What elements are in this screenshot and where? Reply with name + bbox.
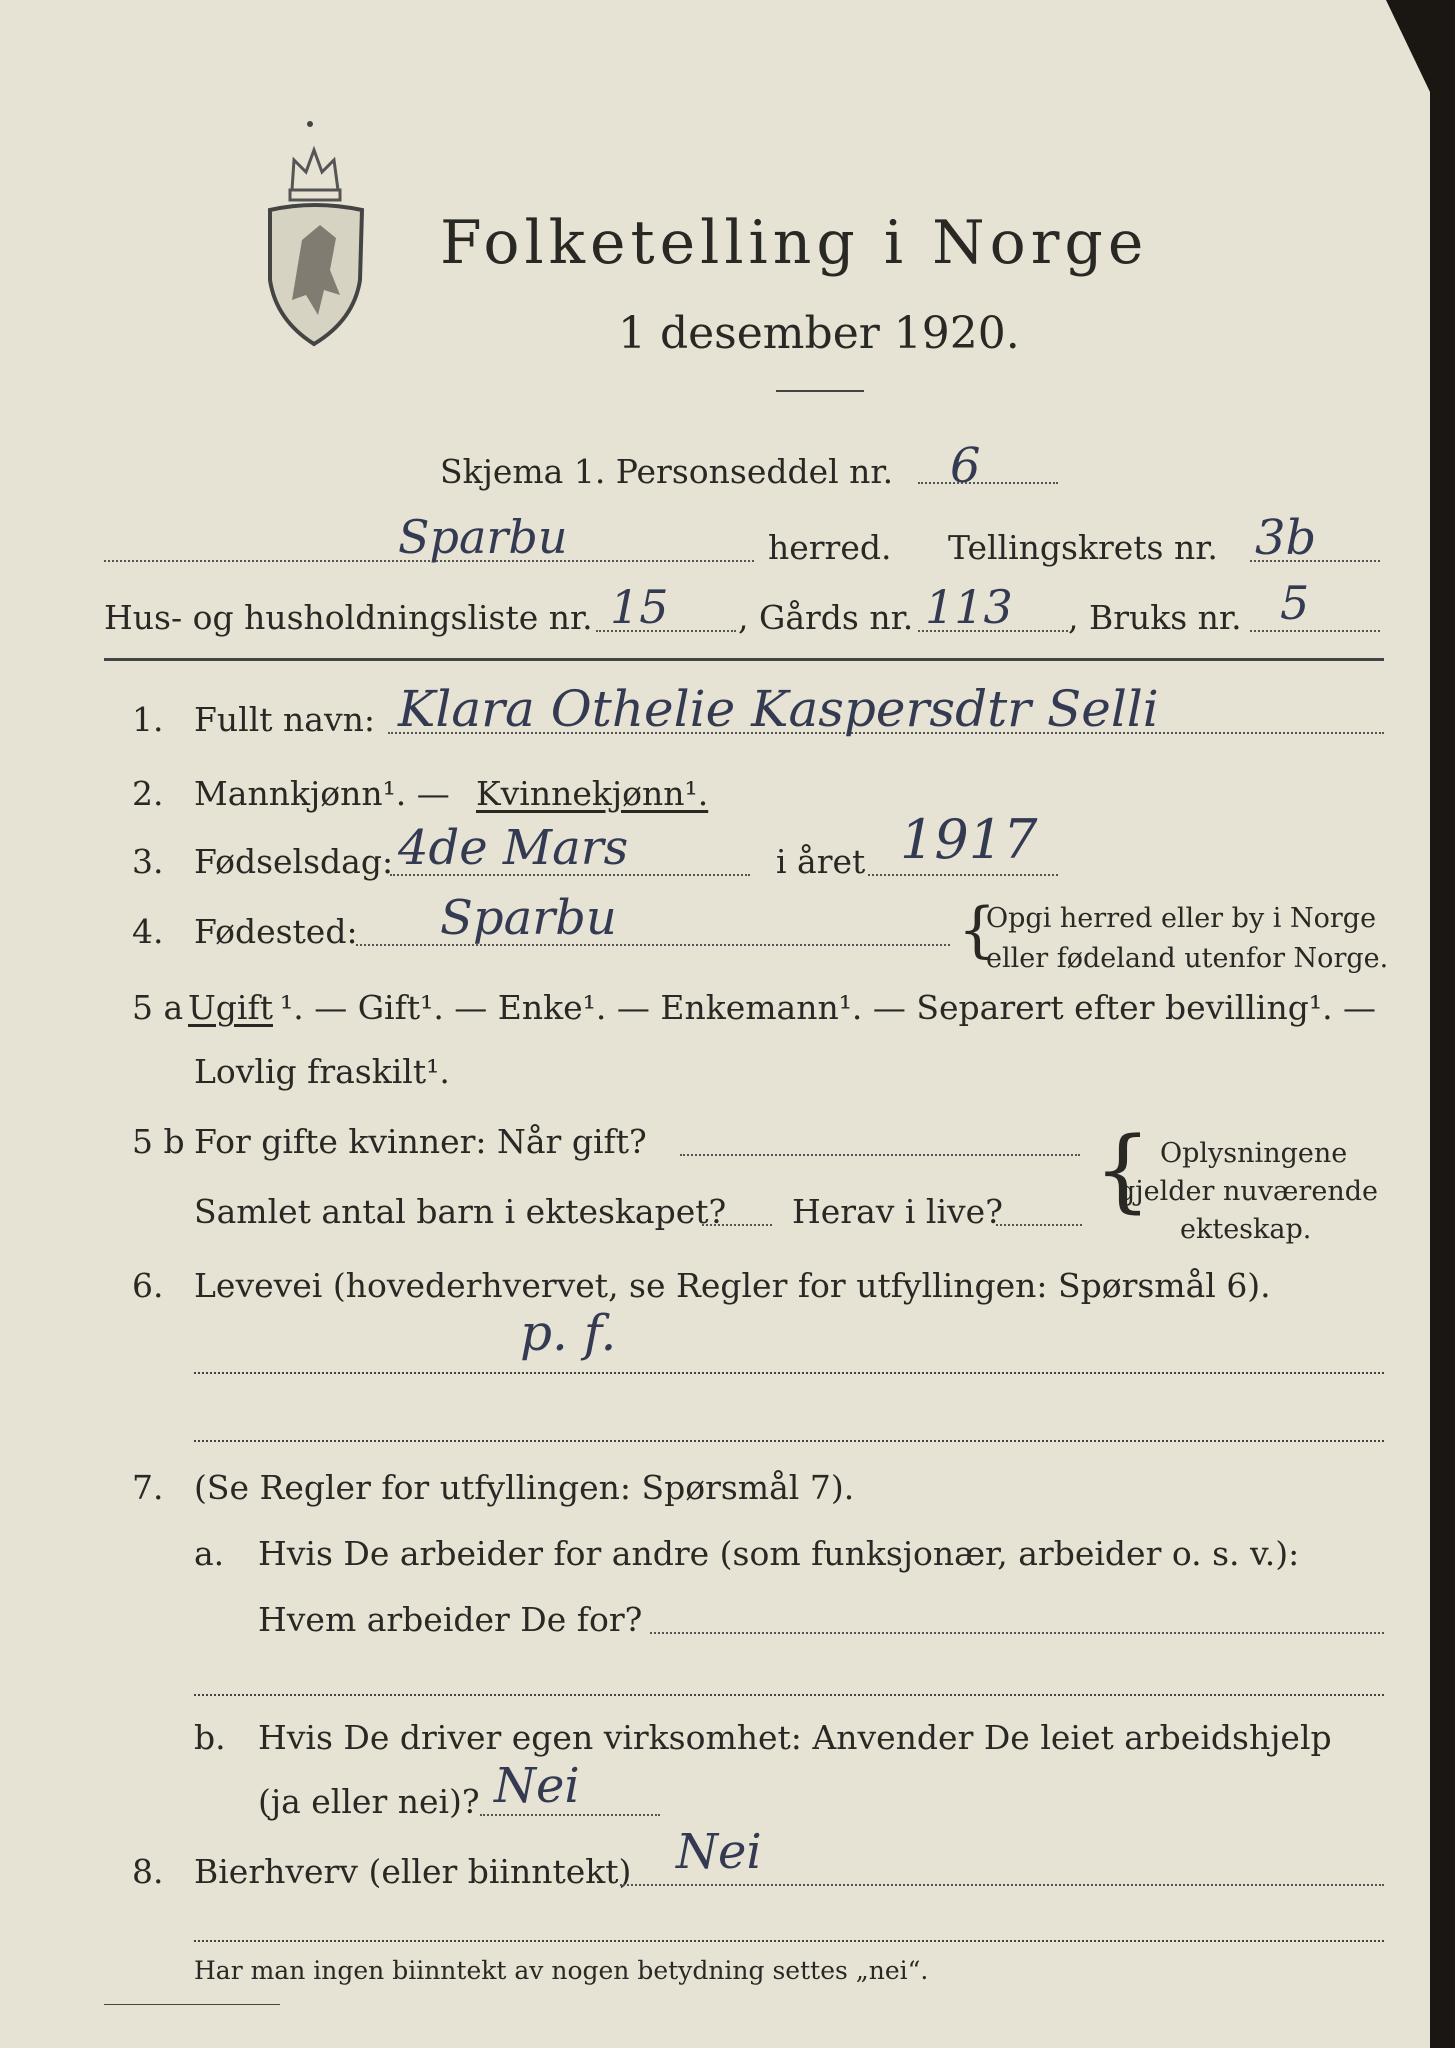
q4-note-1: Opgi herred eller by i Norge: [986, 903, 1377, 934]
q4-label: Fødested:: [194, 912, 358, 951]
header-divider: [104, 658, 1384, 661]
q3-label: Fødselsdag:: [194, 842, 394, 881]
husholdningsliste-label: Hus- og husholdningsliste nr.: [104, 598, 593, 637]
personseddel-number[interactable]: 6: [950, 438, 981, 494]
q7-number: 7.: [132, 1468, 164, 1507]
leiet-arbeidshjelp-value[interactable]: Nei: [494, 1758, 580, 1814]
q5b-number: 5 b: [132, 1122, 185, 1161]
bierhverv-line: [620, 1884, 1384, 1886]
birthday-value[interactable]: 4de Mars: [398, 820, 629, 876]
bierhverv-value[interactable]: Nei: [676, 1824, 762, 1880]
census-date: 1 desember 1920.: [618, 308, 1020, 359]
page-title: Folketelling i Norge: [440, 208, 1149, 278]
leiet-arbeidshjelp-line: [480, 1814, 660, 1816]
tellingskrets-number[interactable]: 3b: [1255, 510, 1317, 566]
q8-label: Bierhverv (eller biinntekt): [194, 1852, 632, 1891]
q5b-brace: {: [1094, 1118, 1152, 1223]
herred-value[interactable]: Sparbu: [398, 510, 568, 564]
nar-gift-line: [680, 1154, 1080, 1156]
bruks-label: , Bruks nr.: [1068, 598, 1242, 637]
children-count-line: [702, 1224, 772, 1226]
full-name-value[interactable]: Klara Othelie Kaspersdtr Selli: [398, 680, 1159, 738]
bruks-number[interactable]: 5: [1280, 576, 1310, 630]
alive-count-line: [996, 1224, 1082, 1226]
q5b-note-2: gjelder nuværende: [1118, 1176, 1378, 1207]
q7a-line-1: Hvis De arbeider for andre (som funksjonær, arbeider o. s. v.):: [258, 1534, 1300, 1573]
q7b-letter: b.: [194, 1718, 226, 1757]
coat-of-arms-icon: [262, 120, 390, 352]
birth-year-label: i året: [776, 842, 866, 881]
birth-year-line: [868, 874, 1058, 876]
skjema-label: Skjema 1. Personseddel nr.: [440, 452, 894, 491]
torn-corner: [1386, 0, 1430, 92]
occupation-line-1: [194, 1372, 1384, 1374]
q5b-line-1: For gifte kvinner: Når gift?: [194, 1122, 647, 1161]
q6-label: Levevei (hovederhvervet, se Regler for utfyllingen: Spørsmål 6).: [194, 1266, 1271, 1305]
gards-number[interactable]: 113: [925, 580, 1013, 634]
bruks-line: [1250, 630, 1380, 632]
birthplace-value[interactable]: Sparbu: [440, 890, 617, 946]
kvinnekjonn-option[interactable]: Kvinnekjønn¹.: [476, 774, 709, 813]
title-divider: [776, 390, 864, 392]
tellingskrets-label: Tellingskrets nr.: [948, 528, 1218, 567]
q4-brace: {: [958, 895, 997, 965]
q1-label: Fullt navn:: [194, 700, 375, 739]
q2-number: 2.: [132, 774, 164, 813]
occupation-line-2: [194, 1440, 1384, 1442]
gards-label: , Gårds nr.: [738, 598, 914, 637]
q4-number: 4.: [132, 912, 164, 951]
birth-year-value[interactable]: 1917: [900, 808, 1038, 871]
q7b-line-1: Hvis De driver egen virksomhet: Anvender De leiet arbeidshjelp: [258, 1718, 1332, 1757]
personseddel-line: [918, 482, 1058, 484]
employer-line-2: [194, 1694, 1384, 1696]
q5b-note-3: ekteskap.: [1180, 1214, 1312, 1245]
q1-number: 1.: [132, 700, 164, 739]
ugift-option[interactable]: Ugift: [188, 988, 273, 1027]
q8-number: 8.: [132, 1852, 164, 1891]
herred-label: herred.: [768, 528, 892, 567]
occupation-value[interactable]: p. f.: [520, 1304, 617, 1362]
q5b-children-label: Samlet antal barn i ekteskapet?: [194, 1192, 727, 1231]
marital-status-options: ¹. — Gift¹. — Enke¹. — Enkemann¹. — Separert efter bevilling¹. —: [280, 988, 1377, 1027]
q5a-number: 5 a: [132, 988, 184, 1027]
lovlig-fraskilt-option[interactable]: Lovlig fraskilt¹.: [194, 1052, 450, 1091]
q5b-note-1: Oplysningene: [1160, 1138, 1348, 1169]
q5b-alive-label: Herav i live?: [792, 1192, 1003, 1231]
q3-number: 3.: [132, 842, 164, 881]
husholdningsliste-number[interactable]: 15: [610, 580, 669, 634]
footnote-rule: [104, 2004, 280, 2005]
q4-note-2: eller fødeland utenfor Norge.: [986, 943, 1389, 974]
q7-label: (Se Regler for utfyllingen: Spørsmål 7).: [194, 1468, 855, 1507]
q7a-line-2: Hvem arbeider De for?: [258, 1600, 643, 1639]
footer-note: Har man ingen biinntekt av nogen betydning settes „nei“.: [194, 1956, 929, 1985]
mannkjonn-option[interactable]: Mannkjønn¹. —: [194, 774, 450, 813]
bierhverv-line-2: [194, 1940, 1384, 1942]
employer-line: [650, 1632, 1384, 1634]
q7a-letter: a.: [194, 1534, 225, 1573]
q6-number: 6.: [132, 1266, 164, 1305]
q7b-line-2: (ja eller nei)?: [258, 1782, 480, 1821]
